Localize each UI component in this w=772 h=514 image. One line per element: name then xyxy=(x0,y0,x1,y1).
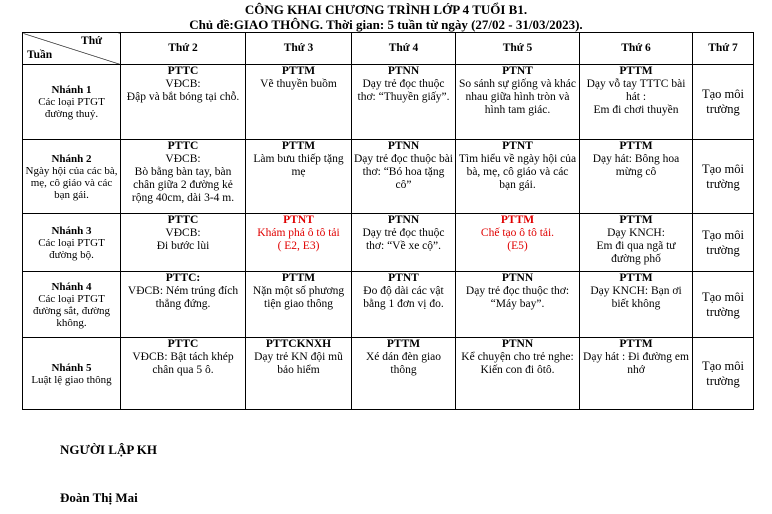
branch-name: Nhánh 3 xyxy=(51,224,92,237)
activity-cell-fri xyxy=(580,140,693,214)
activity-detail: (E5) xyxy=(507,240,528,252)
activity-text: Khám phá ô tô tải xyxy=(257,227,340,239)
activity-text: Xé dán đèn giao thông xyxy=(365,351,442,376)
activity-text: Dạy trẻ đọc thuộc bài thơ: “Bó hoa tặng cô” xyxy=(354,153,453,191)
activity-cell-fri xyxy=(580,65,693,140)
activity-cell-tue xyxy=(246,214,352,272)
activity-cell-thu xyxy=(456,140,580,214)
activity-text: Dạy KNCH: xyxy=(607,227,665,239)
activity-cell-thu xyxy=(456,272,580,338)
activity-text: Dạy trẻ đọc thuộc thơ: “Thuyền giấy”. xyxy=(357,78,450,103)
activity-code: PTNN xyxy=(387,140,420,152)
branch-name: Nhánh 4 xyxy=(51,280,92,293)
activity-cell-sat: Tạo môi trường xyxy=(693,338,754,410)
activity-text: Tìm hiểu về ngày hội của bà, mẹ, cô giáo và các bạn gái. xyxy=(458,153,577,191)
activity-text: VĐCB: Ném trúng đích thẳng đứng. xyxy=(127,285,239,310)
activity-code: PTNT xyxy=(502,140,533,152)
branch-cell xyxy=(23,140,121,214)
planner-name: Đoàn Thị Mai xyxy=(60,490,138,505)
activity-text: Dạy hát : Đi đường em nhớ xyxy=(583,351,689,376)
week-row xyxy=(23,65,754,140)
activity-cell-mon xyxy=(121,140,246,214)
week-row xyxy=(23,214,754,272)
activity-cell-thu xyxy=(456,338,580,410)
branch-topic: Các loại PTGT đường thuỷ. xyxy=(38,96,105,120)
activity-code: PTNT xyxy=(283,214,314,226)
activity-cell-wed xyxy=(352,140,456,214)
activity-cell-sat: Tạo môi trường xyxy=(693,272,754,338)
activity-code: PTNN xyxy=(387,214,420,226)
activity-text: Dạy trẻ đọc thuộc thơ: “Về xe cộ”. xyxy=(362,227,445,252)
activity-cell-wed xyxy=(352,338,456,410)
activity-code: PTTCKNXH xyxy=(265,338,332,350)
activity-cell-wed xyxy=(352,65,456,140)
activity-cell-tue xyxy=(246,272,352,338)
week-row xyxy=(23,140,754,214)
activity-code: PTTM xyxy=(619,140,653,152)
activity-cell-thu xyxy=(456,65,580,140)
day-header-wed: Thứ 4 xyxy=(352,33,456,65)
activity-text: VĐCB: xyxy=(165,153,201,165)
activity-cell-tue xyxy=(246,338,352,410)
branch-cell xyxy=(23,338,121,410)
planner-label: NGƯỜI LẬP KH xyxy=(60,442,158,457)
activity-text: So sánh sự giống và khác nhau giữa hình tròn và hình tam giác. xyxy=(458,78,577,116)
activity-code: PTTM xyxy=(619,338,653,350)
corner-day-label: Thứ xyxy=(81,35,102,47)
activity-code: PTTM xyxy=(619,65,653,77)
activity-text: Dạy KNCH: Bạn ơi biết không xyxy=(590,285,682,310)
activity-cell-fri xyxy=(580,214,693,272)
activity-text: Dạy vỗ tay TTTC bài hát : xyxy=(586,78,686,103)
branch-topic: Các loại PTGT đường bộ. xyxy=(38,236,105,261)
branch-cell xyxy=(23,272,121,338)
activity-code: PTTM xyxy=(619,272,653,284)
activity-code: PTTC xyxy=(167,65,199,77)
activity-cell-mon xyxy=(121,214,246,272)
activity-detail: Đập và bắt bóng tại chỗ. xyxy=(126,91,240,103)
branch-name: Nhánh 5 xyxy=(51,361,92,374)
activity-cell-tue xyxy=(246,140,352,214)
activity-cell-sat: Tạo môi trường xyxy=(693,214,754,272)
activity-code: PTTM xyxy=(281,65,316,77)
branch-name: Nhánh 2 xyxy=(51,152,92,165)
activity-cell-sat: Tạo môi trường xyxy=(693,140,754,214)
activity-cell-fri xyxy=(580,272,693,338)
activity-detail: Em đi qua ngã tư đường phố xyxy=(596,240,676,265)
day-header-tue: Thứ 3 xyxy=(246,33,352,65)
activity-cell-sat: Tạo môi trường xyxy=(693,65,754,140)
schedule-table xyxy=(22,32,754,410)
activity-cell-fri xyxy=(580,338,693,410)
activity-cell-wed xyxy=(352,272,456,338)
corner-header-cell xyxy=(23,33,121,65)
activity-text: Dạy trẻ KN đội mũ bảo hiểm xyxy=(254,351,343,376)
activity-cell-mon xyxy=(121,338,246,410)
activity-code: PTNT xyxy=(502,65,533,77)
branch-name: Nhánh 1 xyxy=(51,84,92,96)
corner-week-label: Tuần xyxy=(27,49,53,61)
activity-code: PTTC xyxy=(167,338,199,350)
branch-cell xyxy=(23,214,121,272)
branch-topic: Ngày hội của các bà, mẹ, cô giáo và các bạn gái. xyxy=(25,164,118,201)
activity-code: PTTC xyxy=(167,140,199,152)
activity-cell-mon xyxy=(121,272,246,338)
day-header-sat: Thứ 7 xyxy=(693,33,754,65)
header-row xyxy=(23,33,754,65)
activity-code: PTNT xyxy=(388,272,419,284)
activity-cell-mon xyxy=(121,65,246,140)
branch-cell xyxy=(23,65,121,140)
activity-code: PTTM xyxy=(386,338,421,350)
activity-text: Dạy trẻ đọc thuộc thơ: “Máy bay”. xyxy=(465,285,570,310)
week-row xyxy=(23,338,754,410)
week-row xyxy=(23,272,754,338)
activity-detail: Đi bước lùi xyxy=(156,240,210,252)
day-header-mon: Thứ 2 xyxy=(121,33,246,65)
activity-code: PTTM xyxy=(500,214,535,226)
activity-code: PTNN xyxy=(387,65,420,77)
activity-detail: Em đi chơi thuyền xyxy=(593,104,679,116)
activity-code: PTNN xyxy=(501,338,534,350)
activity-cell-tue xyxy=(246,65,352,140)
activity-code: PTTM xyxy=(281,272,316,284)
day-header-thu: Thứ 5 xyxy=(456,33,580,65)
activity-text: Chế tạo ô tô tải. xyxy=(480,227,555,239)
activity-text: Vẽ thuyền buồm xyxy=(260,78,337,90)
activity-text: Đo độ dài các vật bằng 1 đơn vị đo. xyxy=(363,285,444,310)
document-title: CÔNG KHAI CHƯƠNG TRÌNH LỚP 4 TUỔI B1. xyxy=(244,2,528,17)
activity-text: Dạy hát: Bông hoa mừng cô xyxy=(592,153,680,178)
document-subtitle: Chủ đề:GIAO THÔNG. Thời gian: 5 tuần từ ngày (27/02 - 31/03/2023). xyxy=(189,17,583,32)
activity-text: Nặn một số phương tiện giao thông xyxy=(252,285,345,310)
activity-detail: Bò bằng bàn tay, bàn chân giữa 2 đường kẻ rộng 40cm, dài 3-4 m. xyxy=(131,166,235,204)
activity-text: VĐCB: xyxy=(165,78,201,90)
activity-code: PTTC xyxy=(167,214,199,226)
activity-code: PTTM xyxy=(281,140,316,152)
activity-text: VĐCB: xyxy=(165,227,201,239)
activity-code: PTTC: xyxy=(165,272,201,284)
schedule-body xyxy=(23,65,754,410)
activity-text: VĐCB: Bật tách khép chân qua 5 ô. xyxy=(132,351,234,376)
branch-topic: Luật lệ giao thông xyxy=(31,373,112,386)
activity-code: PTNN xyxy=(501,272,534,284)
activity-detail: ( E2, E3) xyxy=(277,240,320,252)
branch-topic: Các loại PTGT đường sắt, đường không. xyxy=(32,292,111,329)
activity-text: Kể chuyện cho trẻ nghe: Kiến con đi ôtô. xyxy=(461,351,574,376)
activity-cell-wed xyxy=(352,214,456,272)
activity-cell-thu xyxy=(456,214,580,272)
day-header-fri: Thứ 6 xyxy=(580,33,693,65)
activity-code: PTTM xyxy=(619,214,653,226)
activity-text: Làm bưu thiếp tặng mẹ xyxy=(253,153,344,178)
